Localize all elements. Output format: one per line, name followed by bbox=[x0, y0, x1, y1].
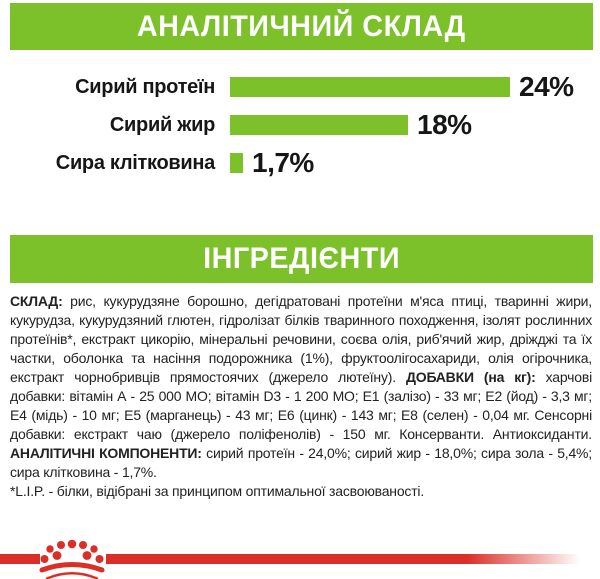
additives-label: ДОБАВКИ (на кг): bbox=[405, 369, 536, 385]
bar-fat bbox=[230, 115, 408, 135]
bar-value-fiber: 1,7% bbox=[252, 147, 314, 178]
additives-list: харчові добавки: вітамін А - 25 000 МО; вітамін D3 - 1 200 МО; Е1 (залізо) - 33 мг; Е2 (йод) - 3,3 мг; Е4 (мідь) - 10 мг; Е5 (марганець) - 43 мг; Е6 (цинк) - 143 мг; Е8 (селен) - 0,04 мг. Сенсорні добавки: екстракт чаю (джерело поліфенолів) - 150 мг. Консерванти. Антиоксиданти. bbox=[10, 369, 592, 442]
bar-value-protein: 24% bbox=[519, 71, 574, 102]
bar-row-protein bbox=[0, 68, 600, 106]
footer-red-line-left bbox=[0, 554, 40, 564]
nutrition-bar-chart bbox=[0, 68, 600, 182]
analytical-components-label: АНАЛІТИЧНІ КОМПОНЕНТИ: bbox=[10, 445, 202, 461]
bar-fiber bbox=[230, 153, 243, 173]
bar-label-protein: Сирий протеїн bbox=[75, 75, 215, 98]
bar-label-fat: Сирий жир bbox=[109, 113, 215, 136]
analytical-composition-title: АНАЛІТИЧНИЙ СКЛАД bbox=[137, 9, 466, 43]
composition-label: СКЛАД: bbox=[10, 293, 63, 309]
analytical-composition-header bbox=[10, 3, 593, 50]
ingredients-paragraph bbox=[10, 292, 592, 501]
analytical-components-list: сирий протеїн - 24,0%; сирий жир - 18,0%; сира зола - 5,4%; сира клітковина - 1,7%. bbox=[10, 445, 592, 480]
composition-list: рис, кукурудзяне борошно, дегідратовані протеїни м'яса птиці, тваринні жири, кукурудза, кукурудзяний глютен, гідролізат білків тваринного походження, ізолят рослинних протеїнів*, екстракт цикорію, мінеральні речовини, соєва олія, риб'ячий жир, дріжджі та їх частки, оболонка та насіння подорожника (1%), фруктоолігосахариди, олія огірочника, екстракт чорнобривців прямостоячих (джерело лютеїну). bbox=[10, 293, 592, 385]
bar-protein bbox=[230, 77, 510, 97]
footer-red-line-right bbox=[106, 554, 600, 564]
bar-label-fiber: Сира клітковина bbox=[55, 151, 215, 174]
ingredients-header bbox=[10, 235, 593, 283]
lip-footnote: *L.I.P. - білки, відібрані за принципом оптимальної засвоюваності. bbox=[10, 483, 425, 499]
bar-row-fat bbox=[0, 106, 600, 144]
royal-canin-crown-icon bbox=[37, 539, 107, 579]
bar-value-fat: 18% bbox=[417, 109, 472, 140]
bar-row-fiber bbox=[0, 144, 600, 182]
ingredients-title: ІНГРЕДІЄНТИ bbox=[203, 242, 400, 275]
